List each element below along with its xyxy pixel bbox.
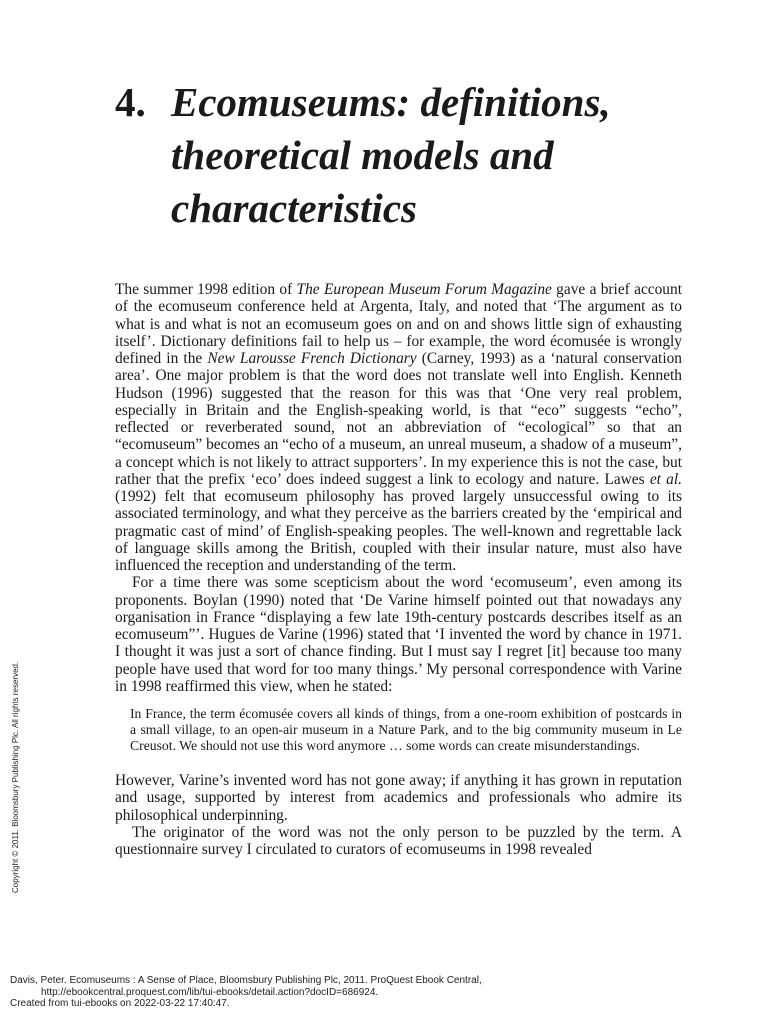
chapter-title-line: theoretical models and <box>171 132 554 178</box>
chapter-heading <box>115 76 715 235</box>
journal-title: The European Museum Forum Magazine <box>296 281 552 298</box>
chapter-title <box>171 76 611 235</box>
paragraph-4: The originator of the word was not the only person to be puzzled by the term. A questionnaire survey I circulated to curators of ecomuseums in 1998 revealed <box>115 823 682 858</box>
dictionary-title: New Larousse French Dictionary <box>207 350 417 367</box>
quote-text: In France, the term écomusée covers all kinds of things, from a one-room exhibition of postcards in a small village, to an open-air museum in a Nature Park, and to the big community museum in Le Creusot. We should not use this word anymore … some words can create misunderstandings. <box>130 706 682 754</box>
paragraph-2: For a time there was some scepticism about the word ‘ecomuseum’, even among its proponents. Boylan (1990) noted that ‘De Varine himself pointed out that nowadays any organisation in France “displaying a few late 19th-century postcards describes itself as an ecomuseum”’. Hugues de Varine (1996) stated that ‘I invented the word by chance in 1971. I thought it was just a sort of chance finding. But I must say I regret [it] because too many people have used that word for too many things.’ My personal correspondence with Varine in 1998 reaffirmed this view, when he stated: <box>115 574 682 695</box>
chapter-title-line: characteristics <box>171 185 417 231</box>
chapter-title-line: Ecomuseums: definitions, <box>171 79 611 125</box>
text-run: (Carney, 1993) as a ‘natural conservation area’. One major problem is that the word does not translate well into English. Kenneth Hudson (1996) suggested that the reason for this was that ‘One very real problem, especially in Britain and the English-speaking world, is that “eco” suggests “echo”, reflected or reverberated sound, not an abbreviation of “ecological” so that an “ecomuseum” becomes an “echo of a museum, an unreal museum, a shadow of a museum”, a concept which is not likely to attract supporters’. In my experience this is not the case, but rather that the prefix ‘eco’ does indeed suggest a link to ecology and nature. Lawes <box>115 350 682 488</box>
text-run: (1992) felt that ecomuseum philosophy has proved largely unsuccessful owing to its associated terminology, and what they perceive as the barriers created by the ‘empirical and pragmatic cast of mind’ of English-speaking peoples. The well-known and regrettable lack of language skills among the British, coupled with their insular nature, must also have influenced the reception and understanding of the term. <box>115 488 682 574</box>
paragraph-3: However, Varine’s invented word has not gone away; if anything it has grown in reputation and usage, supported by interest from academics and professionals who admire its philosophical underpinning. <box>115 772 682 824</box>
text-run: gave a brief account of the ecomuseum conference held at Argenta, Italy, and noted that ‘The argument as to what is and what is not an ecomuseum goes on and on and shows little sign of exhausting itself’. Dictionary definitions fail to help us – for example, the word écomusée is wrongly defined in the <box>115 281 682 367</box>
block-quote <box>130 706 682 755</box>
text-run: The summer 1998 edition of <box>115 281 297 298</box>
body-text <box>115 281 682 695</box>
citation-line: Davis, Peter. Ecomuseums : A Sense of Place, Bloomsbury Publishing Plc, 2011. ProQuest Ebook Central, <box>10 975 482 986</box>
citation-footer <box>10 975 482 1010</box>
paragraph-1 <box>115 281 682 574</box>
citation-created: Created from tui-ebooks on 2022-03-22 17:40:47. <box>10 998 230 1009</box>
chapter-number: 4. <box>115 79 146 125</box>
citation-url: http://ebookcentral.proquest.com/lib/tui-ebooks/detail.action?docID=686924. <box>41 986 379 998</box>
body-text-continued <box>115 772 682 858</box>
copyright-notice: Copyright © 2011. Bloomsbury Publishing Plc. All rights reserved. <box>11 661 20 893</box>
et-al: et al. <box>649 470 682 488</box>
